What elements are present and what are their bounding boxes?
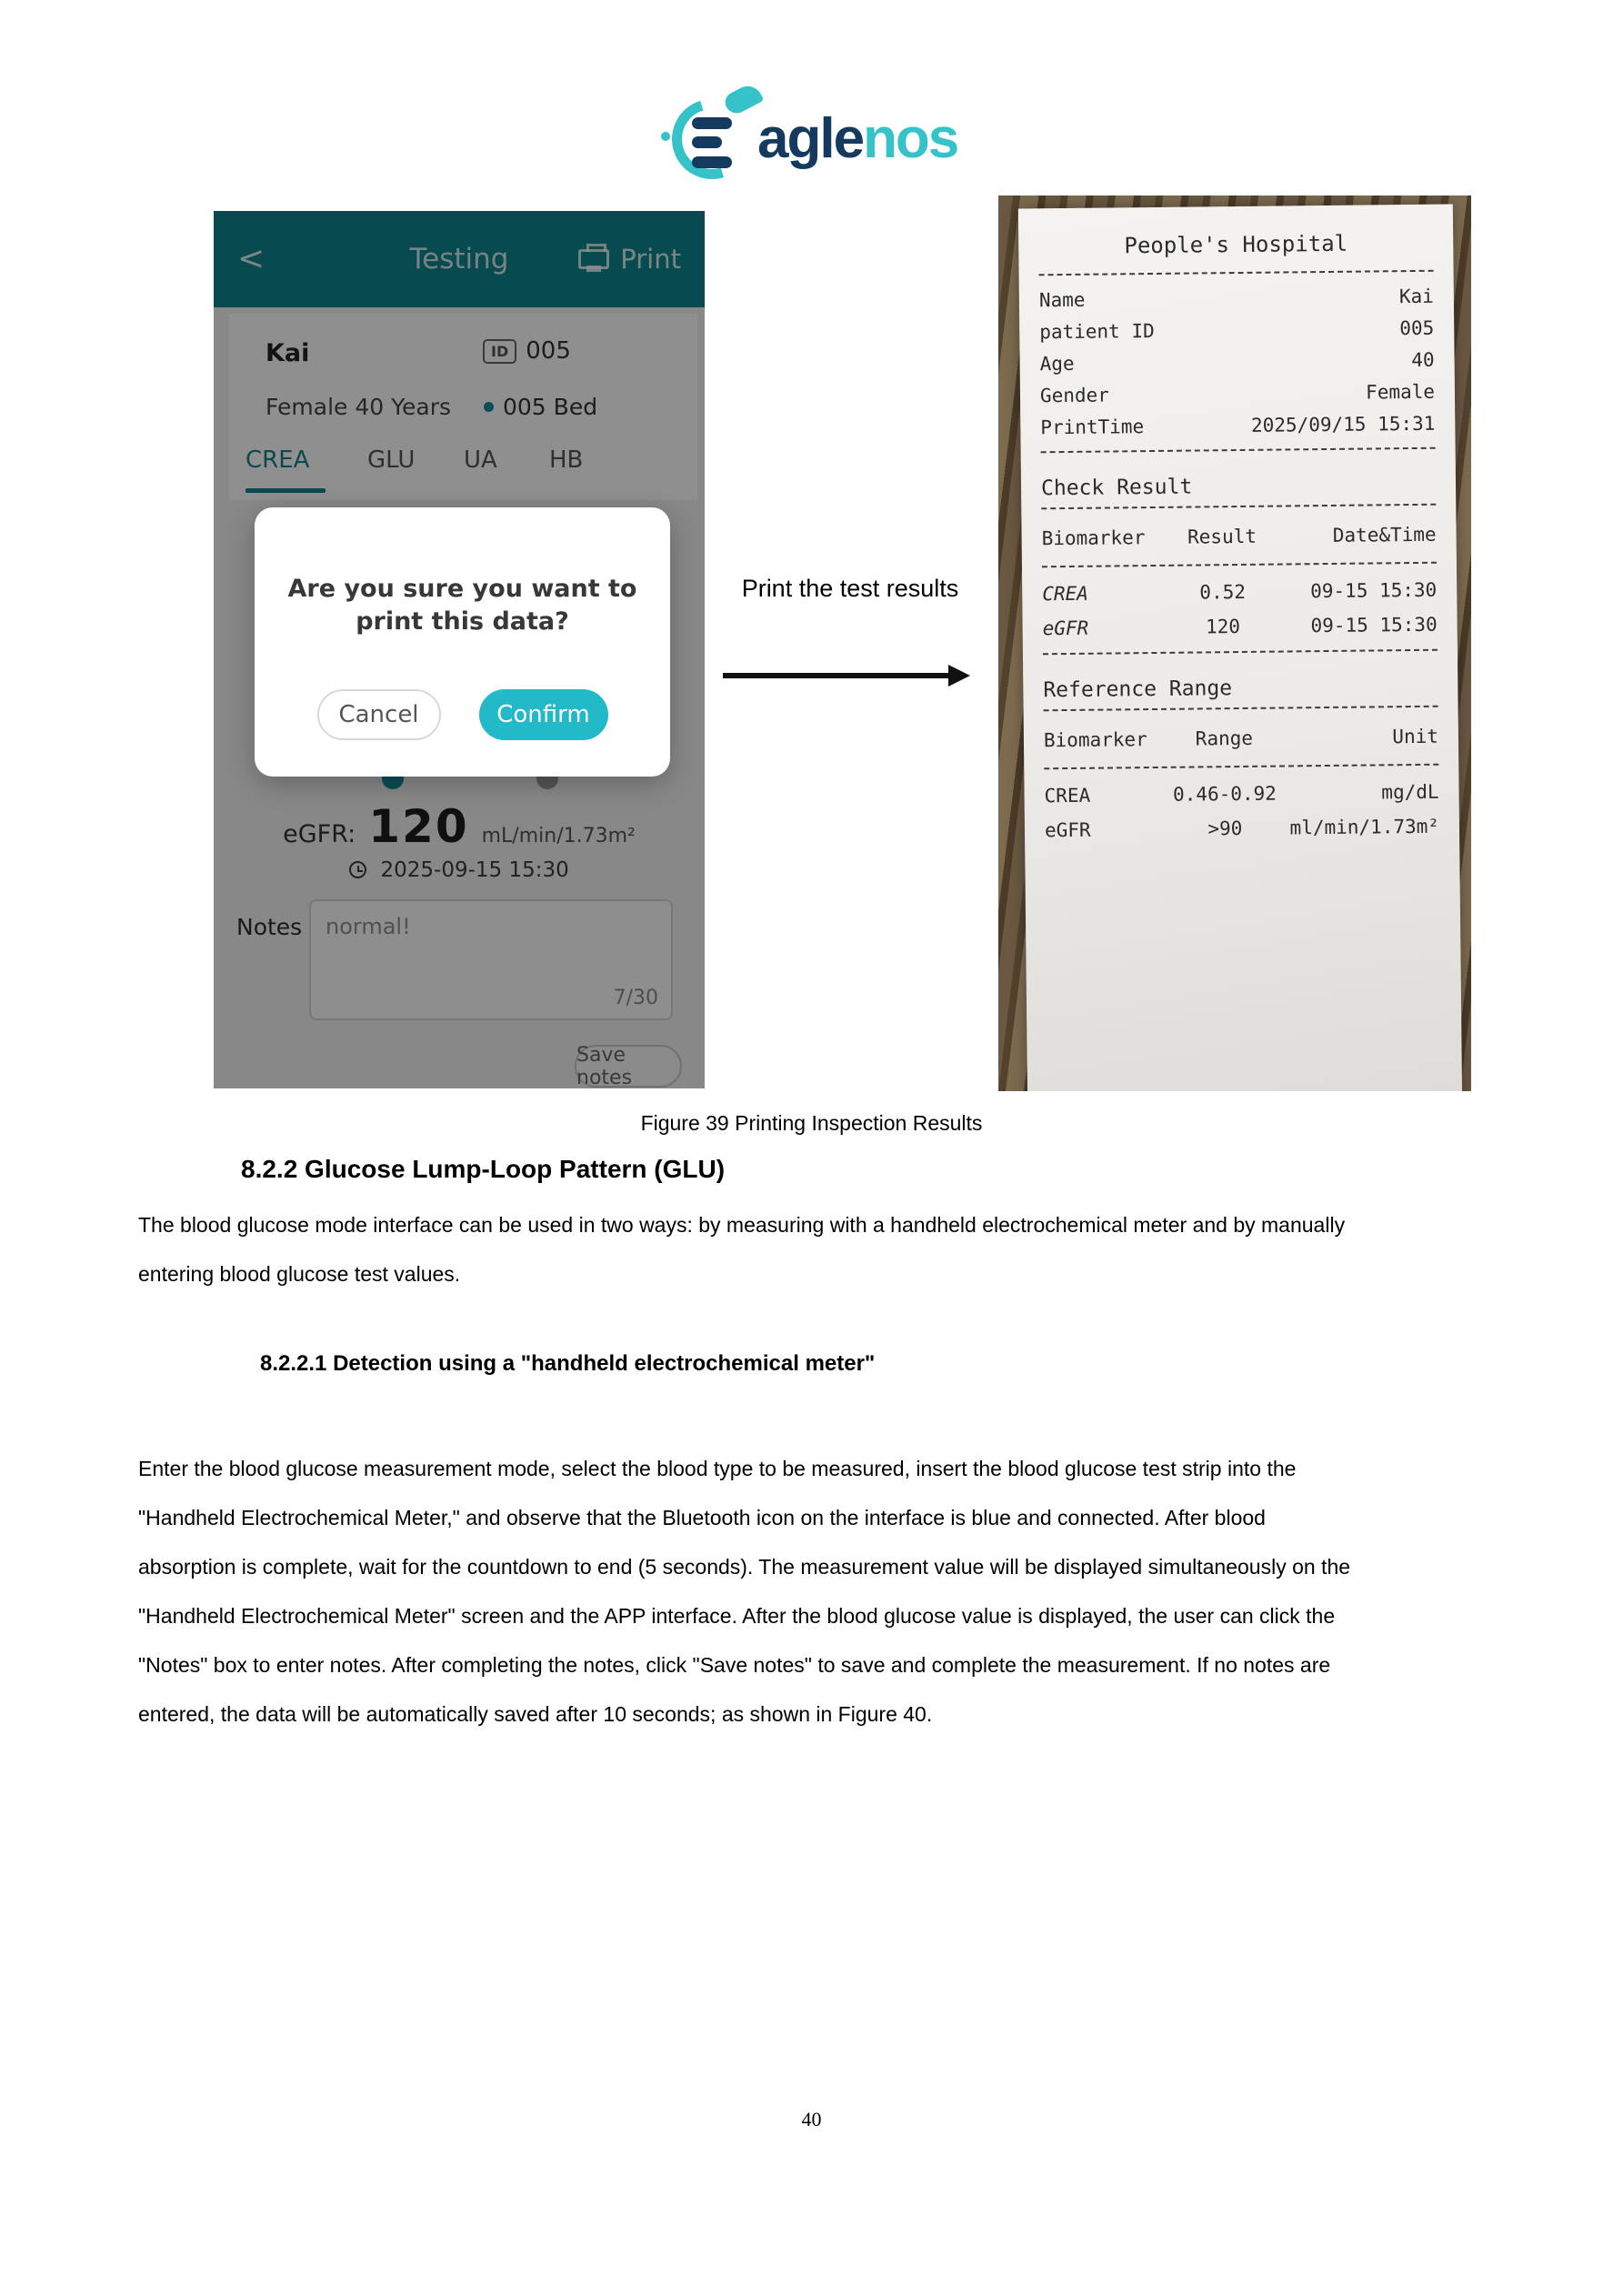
- id-badge-icon: ID: [483, 339, 516, 364]
- flow-annotation: Print the test results: [741, 575, 959, 602]
- receipt-row: Gender Female: [1039, 380, 1436, 407]
- receipt-separator: [1043, 649, 1438, 656]
- receipt-row: PrintTime 2025/09/15 15:31: [1040, 412, 1436, 439]
- check-result-row: CREA 0.52 09-15 15:30: [1042, 578, 1438, 606]
- section-heading: 8.2.2 Glucose Lump-Loop Pattern (GLU): [241, 1155, 726, 1183]
- figure-caption: Figure 39 Printing Inspection Results: [640, 1111, 983, 1135]
- logo-wordmark: aglenos: [757, 106, 958, 170]
- receipt-separator: [1044, 706, 1438, 712]
- page-number: 40: [801, 2108, 822, 2131]
- receipt-separator: [1039, 270, 1434, 276]
- dialog-message: Are you sure you want to print this data?: [287, 575, 637, 637]
- paragraph-line: "Notes" box to enter notes. After completing the notes, click "Save notes" to save and complete the measurement. If no notes are: [138, 1653, 1331, 1677]
- reference-range-title: Reference Range: [1043, 677, 1233, 703]
- tab-hb[interactable]: HB: [549, 446, 584, 474]
- check-result-row: eGFR 120 09-15 15:30: [1042, 613, 1438, 640]
- printed-receipt: [1018, 205, 1462, 1091]
- bed-label: 005 Bed: [503, 394, 598, 420]
- receipt-separator: [1041, 447, 1436, 454]
- eaglenos-bird-icon: [668, 92, 763, 186]
- measurement-timestamp: 2025-09-15 15:30: [380, 858, 569, 882]
- tab-ua[interactable]: UA: [464, 446, 497, 474]
- eaglenos-logo: [668, 91, 968, 186]
- check-result-headers: Biomarker Result Date&Time: [1041, 523, 1437, 550]
- receipt-photo: [998, 196, 1471, 1091]
- check-result-title: Check Result: [1040, 475, 1193, 501]
- paragraph-line: "Handheld Electrochemical Meter" screen and the APP interface. After the blood glucose value is displayed, the user can click the: [138, 1604, 1336, 1628]
- notes-value: normal!: [326, 914, 411, 939]
- reference-range-row: CREA 0.46-0.92 mg/dL: [1044, 780, 1439, 807]
- notes-char-counter: 7/30: [613, 987, 658, 1009]
- receipt-row: Age 40: [1039, 348, 1435, 376]
- patient-id-value: 005: [526, 337, 571, 365]
- reference-range-row: eGFR >90 ml/min/1.73m²: [1044, 815, 1440, 842]
- save-notes-button[interactable]: Save notes: [575, 1045, 682, 1088]
- page-title: Testing: [409, 243, 509, 276]
- confirm-button[interactable]: Confirm: [479, 689, 608, 740]
- paragraph-line: absorption is complete, wait for the countdown to end (5 seconds). The measurement value will be displayed simultaneously on the: [138, 1555, 1351, 1579]
- receipt-separator: [1042, 562, 1437, 568]
- patient-name: Kai: [265, 339, 310, 367]
- patient-demographics: Female 40 Years: [265, 394, 452, 420]
- subsection-heading: 8.2.2.1 Detection using a "handheld electrochemical meter": [260, 1351, 876, 1376]
- print-label: Print: [620, 244, 681, 275]
- egfr-value: 120: [368, 800, 469, 853]
- receipt-hospital: People's Hospital: [1124, 230, 1348, 259]
- receipt-row: Name Kai: [1038, 285, 1434, 312]
- paragraph-2: [138, 1444, 1484, 1739]
- right-arrow-icon: [723, 673, 950, 678]
- egfr-label: eGFR:: [283, 820, 356, 848]
- reference-range-headers: Biomarker Range Unit: [1043, 725, 1439, 752]
- paragraph-1: [138, 1200, 1484, 1298]
- receipt-separator: [1044, 764, 1438, 770]
- tab-glu[interactable]: GLU: [367, 446, 416, 474]
- notes-label: Notes: [236, 914, 303, 940]
- paragraph-line: Enter the blood glucose measurement mode, select the blood type to be measured, insert the blood glucose test strip into the: [138, 1457, 1297, 1480]
- egfr-unit: mL/min/1.73m²: [481, 825, 636, 847]
- app-screenshot: [214, 211, 705, 1088]
- back-icon[interactable]: <: [237, 240, 265, 277]
- paragraph-line: "Handheld Electrochemical Meter," and observe that the Bluetooth icon on the interface is blue and connected. After blood: [138, 1506, 1266, 1529]
- paragraph-line: The blood glucose mode interface can be used in two ways: by measuring with a handheld electrochemical meter and by manually: [138, 1213, 1346, 1237]
- receipt-row: patient ID 005: [1039, 316, 1435, 344]
- paragraph-line: entered, the data will be automatically saved after 10 seconds; as shown in Figure 40.: [138, 1702, 933, 1726]
- tab-crea[interactable]: CREA: [245, 446, 310, 474]
- print-confirm-dialog: [255, 507, 670, 777]
- receipt-separator: [1041, 504, 1436, 510]
- cancel-button[interactable]: Cancel: [317, 689, 441, 740]
- paragraph-line: entering blood glucose test values.: [138, 1262, 461, 1286]
